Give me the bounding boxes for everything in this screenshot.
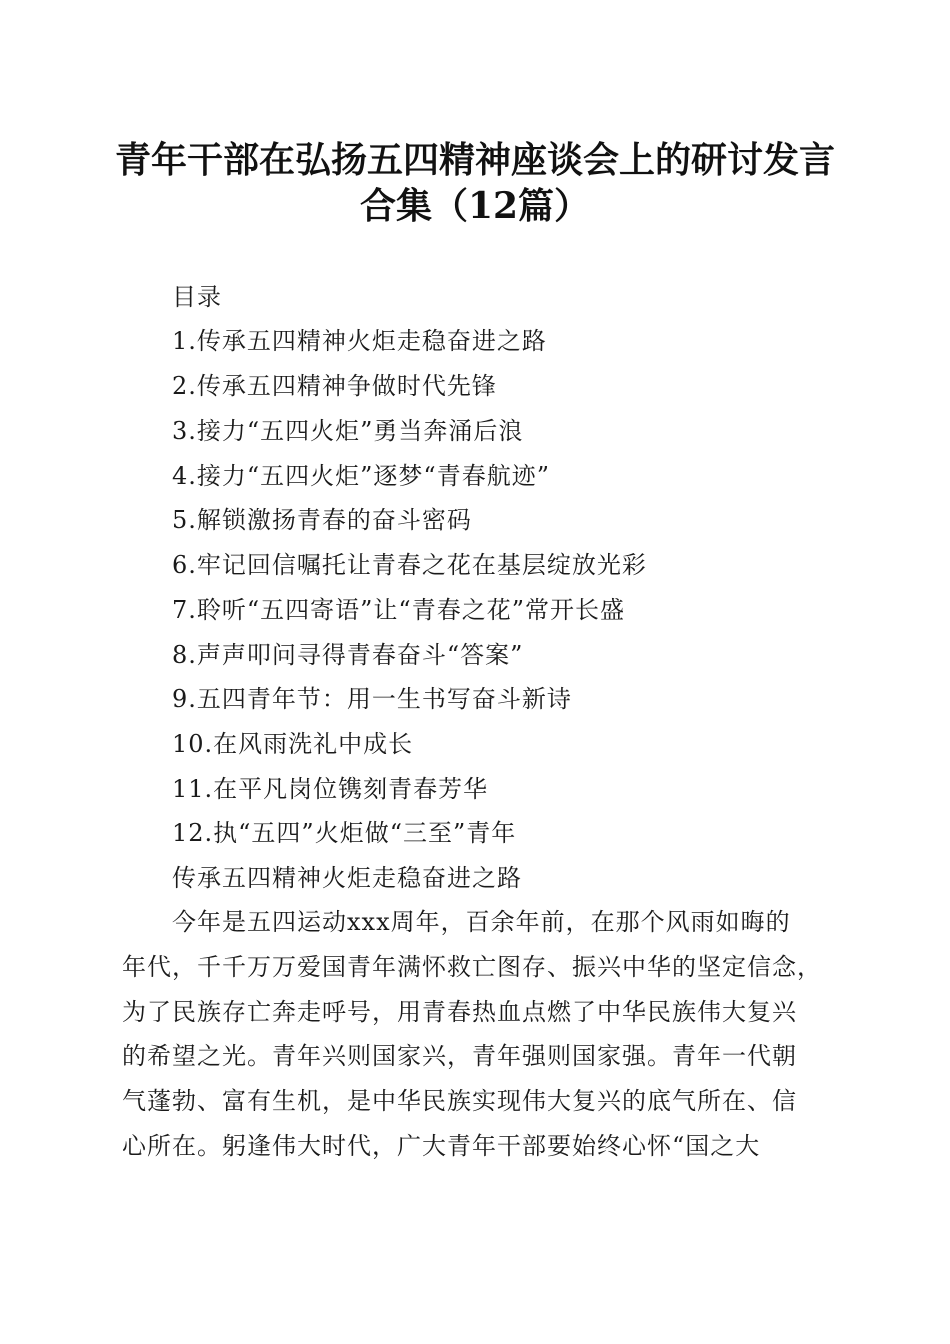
document-title-line-1: 青年干部在弘扬五四精神座谈会上的研讨发言 <box>114 139 835 181</box>
toc-item: 7.聆听“五四寄语”让“青春之花”常开长盛 <box>172 596 625 624</box>
paragraph-line: 的希望之光。青年兴则国家兴，青年强则国家强。青年一代朝 <box>122 1042 797 1070</box>
toc-heading: 目录 <box>172 283 222 311</box>
toc-item: 10.在风雨洗礼中成长 <box>172 730 414 758</box>
toc-item: 8.声声叩问寻得青春奋斗“答案” <box>172 641 524 669</box>
paragraph-line: 今年是五四运动xxx周年，百余年前，在那个风雨如晦的 <box>122 908 791 936</box>
toc-item: 1.传承五四精神火炬走稳奋进之路 <box>172 327 547 355</box>
toc-item: 5.解锁激扬青春的奋斗密码 <box>172 506 472 534</box>
toc-item: 2.传承五四精神争做时代先锋 <box>172 372 497 400</box>
toc-item: 6.牢记回信嘱托让青春之花在基层绽放光彩 <box>172 551 647 579</box>
paragraph-line: 年代，千千万万爱国青年满怀救亡图存、振兴中华的坚定信念， <box>122 953 822 981</box>
paragraph-line: 气蓬勃、富有生机，是中华民族实现伟大复兴的底气所在、信 <box>122 1087 797 1115</box>
section-heading: 传承五四精神火炬走稳奋进之路 <box>172 864 522 892</box>
toc-item: 4.接力“五四火炬”逐梦“青春航迹” <box>172 462 550 490</box>
toc-item: 12.执“五四”火炬做“三至”青年 <box>172 819 517 847</box>
paragraph-line: 为了民族存亡奔走呼号，用青春热血点燃了中华民族伟大复兴 <box>122 998 797 1026</box>
toc-item: 11.在平凡岗位镌刻青春芳华 <box>172 775 489 803</box>
paragraph-line: 心所在。躬逢伟大时代，广大青年干部要始终心怀“国之大 <box>122 1132 761 1160</box>
toc-item: 9.五四青年节：用一生书写奋斗新诗 <box>172 685 572 713</box>
document-title-line-2: 合集（12篇） <box>359 185 591 227</box>
toc-item: 3.接力“五四火炬”勇当奔涌后浪 <box>172 417 524 445</box>
